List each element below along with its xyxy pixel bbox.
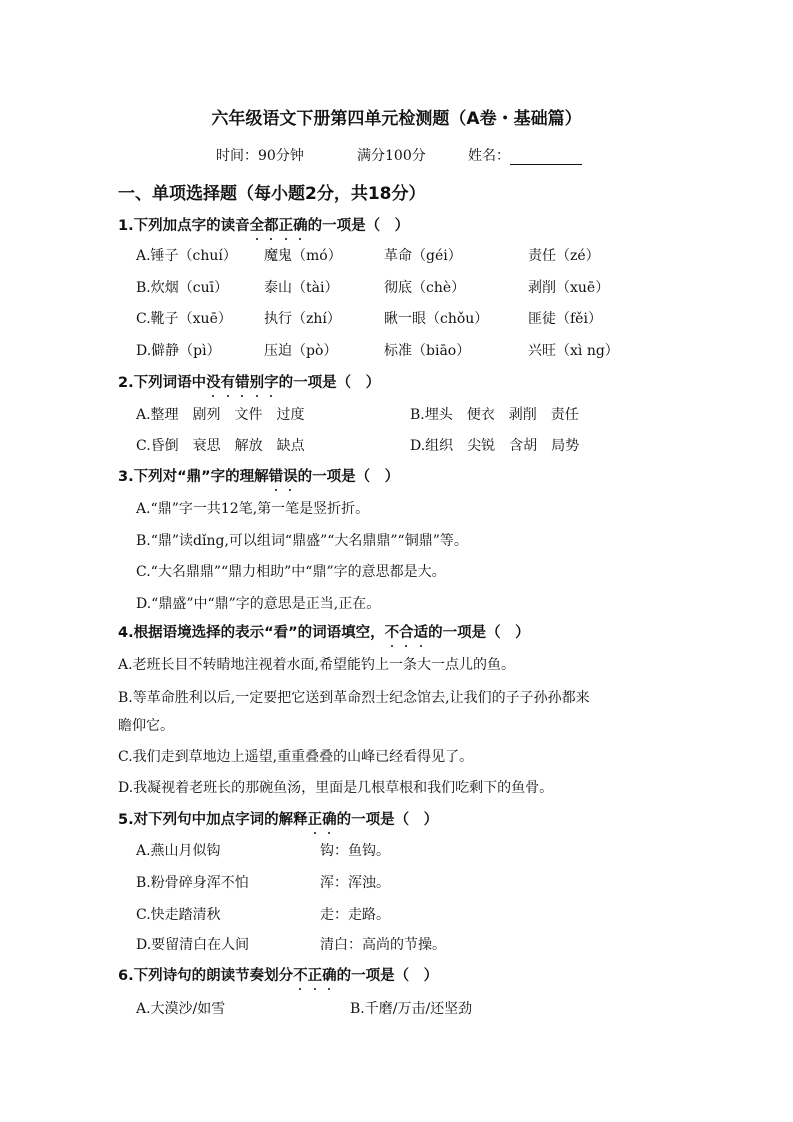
name-label: 姓名： — [468, 148, 510, 164]
emphasis-char: 适 — [414, 621, 429, 642]
section-heading: 一、单项选择题（每小题2分，共18分） — [118, 184, 426, 204]
q1-option: A.锤子（chuí） — [136, 248, 237, 264]
question-5 — [118, 808, 438, 829]
q1-suffix: 的一项是（ ） — [307, 218, 410, 234]
q3-option: D.“鼎盛”中“鼎”字的意思是正当,正在。 — [136, 596, 381, 612]
score-info: 满分100分 — [357, 148, 426, 164]
time-info: 时间：90分钟 — [216, 148, 304, 164]
q4-option-continued: 瞻仰它。 — [118, 718, 174, 734]
q5-sentence: A.燕山月似钩 — [136, 843, 221, 859]
emphasis-char: 正 — [308, 808, 323, 829]
q4-suffix: 的一项是（ ） — [428, 625, 530, 641]
question-1 — [118, 214, 409, 235]
emphasis-char: 不 — [293, 964, 308, 985]
q1-option: 匪徒（fěi） — [528, 311, 602, 327]
emphasis-char: 合 — [399, 621, 414, 642]
q6-option: A.大漠沙/如雪 — [136, 1001, 226, 1017]
q1-option: 泰山（tài） — [264, 280, 339, 296]
q3-suffix: 的一项是（ ） — [297, 469, 400, 485]
q1-emphasis — [250, 218, 308, 234]
q4-emphasis — [385, 625, 429, 641]
q6-option: B.千磨/万击/还坚劲 — [350, 1001, 473, 1017]
emphasis-char: 确 — [322, 808, 337, 829]
q3-option: A.“鼎”字一共12笔,第一笔是竖折折。 — [136, 501, 370, 517]
q1-option: 彻底（chè） — [384, 280, 466, 296]
q1-option: 兴旺（xì ng） — [528, 343, 619, 359]
q6-emphasis — [293, 968, 337, 984]
emphasis-char: 有 — [221, 371, 236, 392]
page-title: 六年级语文下册第四单元检测题（A卷・基础篇） — [211, 109, 582, 129]
q4-prefix: 4.根据语境选择的表示“看”的词语填空， — [118, 625, 385, 641]
q2-option: C.昏倒 衰思 解放 缺点 — [136, 438, 305, 454]
name-field — [468, 145, 582, 165]
name-blank[interactable] — [510, 150, 582, 165]
q5-explanation: 浑：浑浊。 — [320, 875, 390, 891]
emphasis-char: 全 — [250, 214, 265, 235]
q3-prefix: 3.下列对“鼎”字的理解 — [118, 469, 269, 485]
emphasis-char: 没 — [206, 371, 221, 392]
q5-suffix: 的一项是（ ） — [336, 812, 439, 828]
q2-prefix: 2.下列词语中 — [118, 375, 207, 391]
q2-emphasis — [206, 375, 279, 391]
q1-option: 标准（biāo） — [384, 343, 471, 359]
emphasis-char: 都 — [264, 214, 279, 235]
emphasis-char: 错 — [269, 465, 284, 486]
q1-option: 剥削（xuē） — [528, 280, 610, 296]
q1-option: 责任（zé） — [528, 248, 600, 264]
q2-suffix: 的一项是（ ） — [278, 375, 381, 391]
question-4 — [118, 621, 530, 642]
emphasis-char: 字 — [264, 371, 279, 392]
q3-emphasis — [269, 469, 298, 485]
q1-option: B.炊烟（cuī） — [136, 280, 229, 296]
q4-option: D.我凝视着老班长的那碗鱼汤，里面是几根草根和我们吃剩下的鱼骨。 — [118, 780, 554, 796]
q4-option: B.等革命胜利以后,一定要把它送到革命烈士纪念馆去,让我们的子子孙孙都来 — [118, 690, 590, 706]
q5-explanation: 走：走路。 — [320, 907, 390, 923]
q1-option: C.靴子（xuē） — [136, 311, 232, 327]
q6-suffix: 的一项是（ ） — [336, 968, 439, 984]
q1-option: 执行（zhí） — [264, 311, 341, 327]
q5-explanation: 清白：高尚的节操。 — [320, 937, 446, 953]
q4-option: A.老班长目不转睛地注视着水面,希望能钓上一条大一点儿的鱼。 — [118, 657, 516, 673]
emphasis-char: 错 — [235, 371, 250, 392]
q5-prefix: 5.对下列句中加点字词的解释 — [118, 812, 308, 828]
q3-option: C.“大名鼎鼎”“鼎力相助”中“鼎”字的意思都是大。 — [136, 564, 446, 580]
q5-sentence: D.要留清白在人间 — [136, 937, 250, 953]
emphasis-char: 正 — [308, 964, 323, 985]
q2-option: D.组织 尖锐 含胡 局势 — [410, 438, 580, 454]
q6-prefix: 6.下列诗句的朗读节奏划分 — [118, 968, 294, 984]
q1-option: D.僻静（pì） — [136, 343, 221, 359]
q5-sentence: B.粉骨碎身浑不怕 — [136, 875, 249, 891]
q1-prefix: 1.下列加点字的读音 — [118, 218, 250, 234]
q2-option: A.整理 剧列 文件 过度 — [136, 407, 305, 423]
emphasis-char: 确 — [322, 964, 337, 985]
q1-option: 魔鬼（mó） — [264, 248, 342, 264]
emphasis-char: 不 — [385, 621, 400, 642]
q1-option: 革命（géi） — [384, 248, 462, 264]
q5-emphasis — [308, 812, 337, 828]
question-2 — [118, 371, 380, 392]
question-6 — [118, 964, 438, 985]
q3-option: B.“鼎”读dǐng,可以组词“鼎盛”“大名鼎鼎”“铜鼎”等。 — [136, 533, 468, 549]
emphasis-char: 别 — [250, 371, 265, 392]
q1-option: 瞅一眼（chǒu） — [384, 311, 489, 327]
question-3 — [118, 465, 399, 486]
q4-option: C.我们走到草地边上遥望,重重叠叠的山峰已经看得见了。 — [118, 749, 474, 765]
q5-explanation: 钩：鱼钩。 — [320, 843, 390, 859]
q5-sentence: C.快走踏清秋 — [136, 907, 221, 923]
emphasis-char: 误 — [283, 465, 298, 486]
emphasis-char: 正 — [279, 214, 294, 235]
q1-option: 压迫（pò） — [264, 343, 338, 359]
q2-option: B.埋头 便衣 剥削 责任 — [410, 407, 579, 423]
emphasis-char: 确 — [293, 214, 308, 235]
